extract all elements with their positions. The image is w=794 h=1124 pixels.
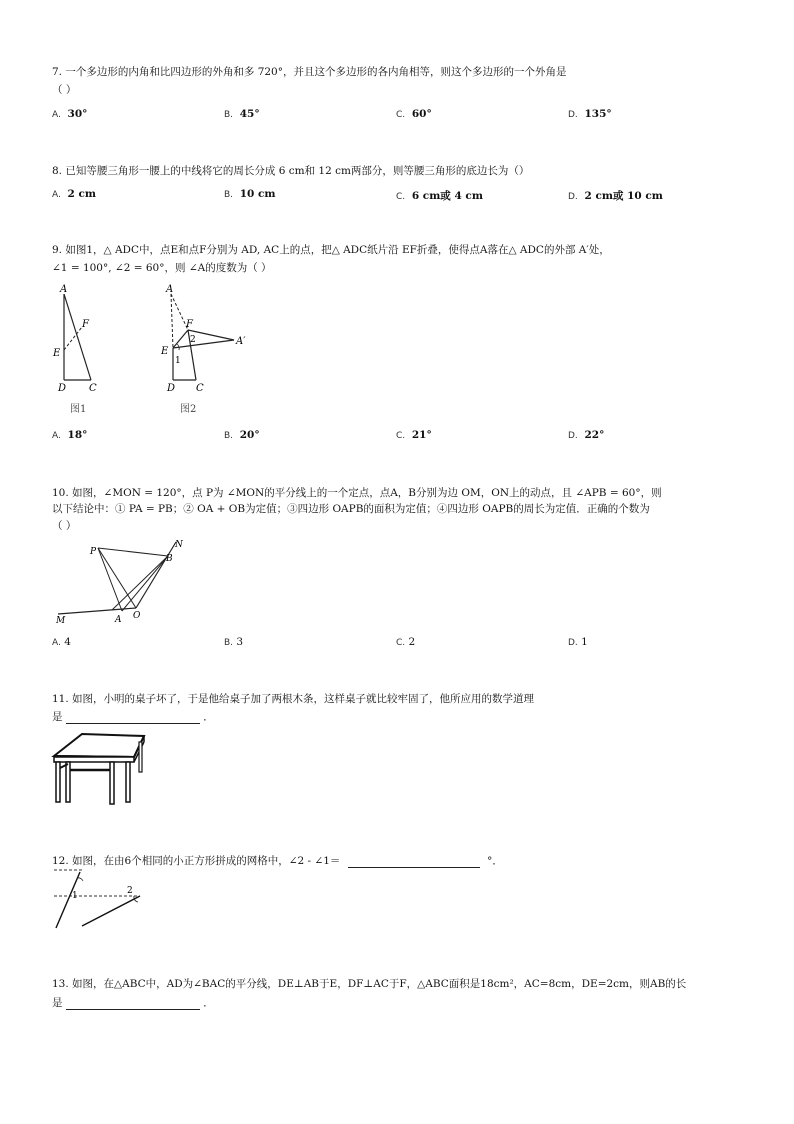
fig1-label-d: D xyxy=(58,383,67,394)
option-value: 45° xyxy=(239,108,260,120)
option-value: 10 cm xyxy=(239,188,276,200)
option-label: B. xyxy=(224,110,234,120)
q7-option-b[interactable] xyxy=(224,108,260,120)
option-label: A. xyxy=(52,638,61,648)
fig2-label-f: F xyxy=(186,319,193,330)
option-label: B. xyxy=(224,190,234,200)
q7-answer-paren: （ ） xyxy=(52,84,77,96)
option-value: 22° xyxy=(584,429,605,441)
q9-stem-line1: 9. 如图1，△ ADC中，点E和点F分别为 AD, AC上的点，把△ ADC纸片沿 EF折叠，使得点A落在△ ADC的外部 A′处， xyxy=(52,244,610,256)
q10-option-d[interactable] xyxy=(568,636,588,648)
q10-answer-paren: （ ） xyxy=(52,520,77,532)
q10-option-c[interactable] xyxy=(396,636,415,648)
q13-answer-blank[interactable] xyxy=(66,998,200,1010)
q8-option-c[interactable] xyxy=(396,188,483,203)
q12-label-1: 1 xyxy=(72,891,78,901)
option-label: D. xyxy=(568,638,578,648)
q10-label-m: M xyxy=(56,616,66,626)
option-label: A. xyxy=(52,190,61,200)
q9-figure-2 xyxy=(160,284,246,415)
q8-option-a[interactable] xyxy=(52,188,96,200)
q9-option-a[interactable] xyxy=(52,429,87,441)
fig2-label-e: E xyxy=(161,346,169,357)
option-label: C. xyxy=(396,638,406,648)
option-label: C. xyxy=(396,110,406,120)
option-value: 18° xyxy=(67,429,88,441)
q7-stem: 7. 一个多边形的内角和比四边形的外角和多 720°，并且这个多边形的各内角相等，则这个多边形的一个外角是 xyxy=(52,66,567,78)
fig2-label-1: 1 xyxy=(175,356,181,366)
fig2-caption: 图2 xyxy=(180,404,197,415)
option-label: D. xyxy=(568,192,578,202)
option-value: 30° xyxy=(67,108,88,120)
q13-suffix: ． xyxy=(203,997,214,1009)
option-value: 2 cm或 10 cm xyxy=(584,190,663,202)
q9-figures xyxy=(46,280,266,420)
q11-suffix: ． xyxy=(203,711,214,723)
q9-stem-line2: ∠1 = 100°, ∠2 = 60°，则 ∠A的度数为（ ） xyxy=(52,262,272,274)
q9-option-d[interactable] xyxy=(568,429,604,441)
q10-stem-line1: 10. 如图，∠MON = 120°，点 P为 ∠MON的平分线上的一个定点，点A，B分别为边 OM，ON上的动点，且 ∠APB = 60°，则 xyxy=(52,487,662,499)
q10-figure xyxy=(52,534,202,630)
option-label: B. xyxy=(224,638,234,648)
option-value: 6 cm或 4 cm xyxy=(411,190,483,202)
q12-prefix: 12. 如图，在由6个相同的小正方形拼成的网格中，∠2 - ∠1＝ xyxy=(52,855,341,867)
q7-option-d[interactable] xyxy=(568,108,612,120)
q12-answer-blank[interactable] xyxy=(348,856,480,868)
q8-stem: 8. 已知等腰三角形一腰上的中线将它的周长分成 6 cm和 12 cm两部分，则等腰三角形的底边长为（） xyxy=(52,165,530,177)
q13-answer-line xyxy=(52,995,214,1010)
fig2-label-2: 2 xyxy=(190,335,196,345)
fig2-label-a: A xyxy=(166,284,174,295)
option-value: 21° xyxy=(411,429,432,441)
q12-suffix: °． xyxy=(487,855,503,867)
q10-stem-line2: 以下结论中：① PA = PB；② OA + OB为定值；③四边形 OAPB的面积为定值；④四边形 OAPB的周长为定值．正确的个数为 xyxy=(52,503,650,515)
q11-answer-blank[interactable] xyxy=(66,712,200,724)
option-value: 4 xyxy=(64,636,71,648)
q10-label-a: A xyxy=(115,615,122,625)
q13-prefix: 是 xyxy=(52,997,63,1009)
fig1-caption: 图1 xyxy=(70,404,87,415)
fig1-label-e: E xyxy=(53,348,61,359)
q10-label-o: O xyxy=(133,611,141,621)
fig2-label-d: D xyxy=(167,383,176,394)
fig1-label-f: F xyxy=(82,319,89,330)
q7-option-a[interactable] xyxy=(52,108,87,120)
q10-label-b: B xyxy=(166,554,173,564)
option-value: 3 xyxy=(236,636,244,648)
option-value: 135° xyxy=(584,108,612,120)
q9-option-c[interactable] xyxy=(396,429,432,441)
option-label: A. xyxy=(52,110,61,120)
option-value: 1 xyxy=(581,636,588,648)
q9-figure-1 xyxy=(52,284,97,415)
option-value: 2 cm xyxy=(67,188,97,200)
q11-prefix: 是 xyxy=(52,711,63,723)
fig1-label-a: A xyxy=(60,284,68,295)
option-label: C. xyxy=(396,431,406,441)
option-value: 20° xyxy=(239,429,260,441)
fig2-label-c: C xyxy=(196,383,204,394)
option-label: C. xyxy=(396,192,406,202)
q11-stem: 11. 如图，小明的桌子坏了，于是他给桌子加了两根木条，这样桌子就比较牢固了，他所应用的数学道理 xyxy=(52,693,535,705)
fig1-label-c: C xyxy=(89,383,97,394)
q12-label-2: 2 xyxy=(127,886,133,896)
option-label: A. xyxy=(52,431,61,441)
q10-label-n: N xyxy=(175,540,183,550)
fig2-label-a-prime: A′ xyxy=(236,336,246,347)
option-label: D. xyxy=(568,110,578,120)
q8-option-b[interactable] xyxy=(224,188,276,200)
option-value: 60° xyxy=(411,108,432,120)
q12-figure xyxy=(52,866,148,932)
q13-stem: 13. 如图，在△ABC中，AD为∠BAC的平分线，DE⊥AB于E，DF⊥AC于F，△ABC面积是18cm²，AC=8cm，DE=2cm，则AB的长 xyxy=(52,978,687,990)
option-label: D. xyxy=(568,431,578,441)
q11-table-figure xyxy=(50,730,150,808)
q10-label-p: P xyxy=(90,547,97,557)
q10-option-a[interactable] xyxy=(52,636,71,648)
q8-option-d[interactable] xyxy=(568,188,663,203)
q10-option-b[interactable] xyxy=(224,636,243,648)
q11-answer-line xyxy=(52,709,214,724)
q9-option-b[interactable] xyxy=(224,429,260,441)
option-value: 2 xyxy=(408,636,416,648)
q7-option-c[interactable] xyxy=(396,108,432,120)
option-label: B. xyxy=(224,431,234,441)
